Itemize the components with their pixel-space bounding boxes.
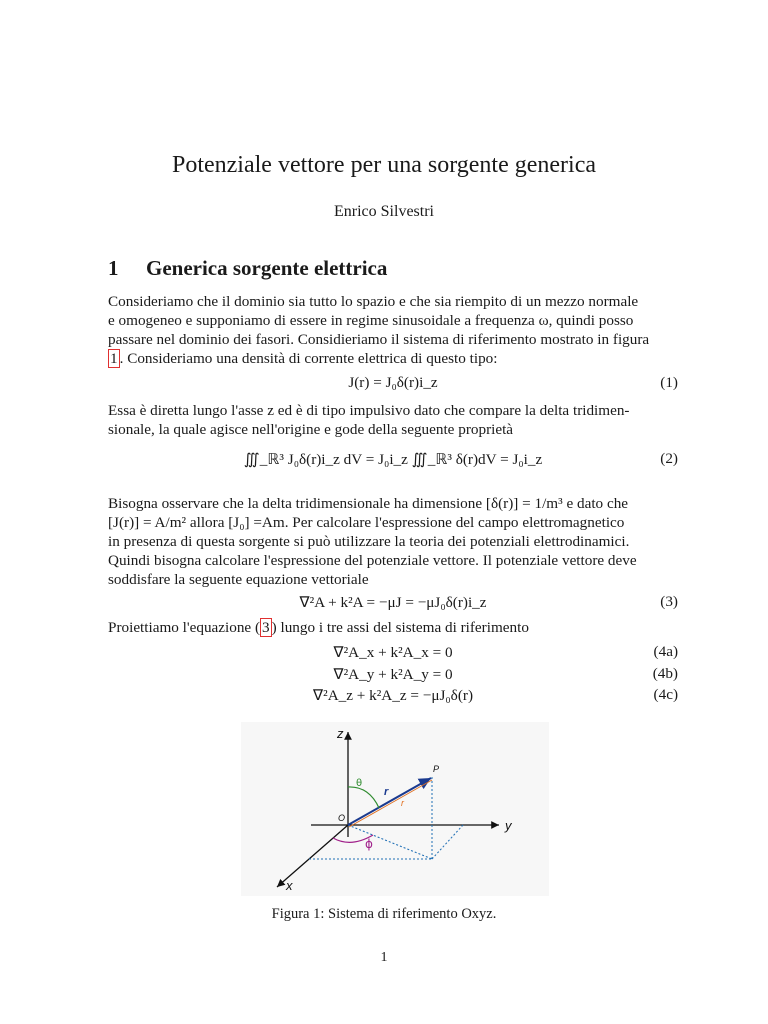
paragraph-1 — [108, 292, 678, 368]
paragraph-4 — [108, 618, 678, 637]
paragraph-2 — [108, 401, 678, 439]
figure-ref-link[interactable]: 1 — [110, 350, 118, 367]
paragraph-line: e omogeneo e supponiamo di essere in regime sinusoidale a frequenza ω, quindi posso — [108, 312, 634, 329]
paragraph-line: Quindi bisogna calcolare l'espressione del potenziale vettore. Il potenziale vettore deve — [108, 552, 637, 569]
equation-body: ∭_ℝ³ J₀δ(r)i_z dV = J₀i_z ∭_ℝ³ δ(r)dV = J₀i_z — [243, 451, 543, 468]
label-phi: ϕ — [365, 837, 373, 851]
paragraph-line: passare nel dominio dei fasori. Considieriamo il sistema di riferimento mostrato in figura — [108, 331, 650, 348]
equation-number: (3) — [660, 593, 678, 610]
paragraph-line: Consideriamo che il dominio sia tutto lo spazio e che sia riempito di un mezzo normale — [108, 293, 639, 310]
page-number: 1 — [380, 950, 388, 965]
figure-caption: Figura 1: Sistema di riferimento Oxyz. — [271, 906, 497, 922]
equation-4b — [108, 665, 678, 685]
label-x: x — [286, 878, 293, 893]
label-z: z — [337, 726, 344, 741]
equation-1 — [108, 374, 678, 394]
paragraph-line: Proiettiamo l'equazione ( 3 ) lungo i tre assi del sistema di riferimento — [108, 619, 529, 636]
section-heading — [108, 256, 387, 281]
label-origin: O — [338, 813, 346, 823]
equation-body: ∇²A_x + k²A_x = 0 — [333, 644, 453, 661]
section-title: Generica sorgente elettrica — [146, 256, 388, 280]
label-r: r — [401, 798, 404, 808]
label-point-p: P — [433, 764, 440, 774]
reference-system-figure — [241, 722, 549, 896]
equation-number: (4b) — [652, 665, 678, 682]
paragraph-line: soddisfare la seguente equazione vettoriale — [108, 571, 369, 588]
paragraph-line: [J(r)] = A/m² allora [J₀] =Am. Per calcolare l'espressione del campo elettromagnetico — [108, 514, 625, 531]
paper-title: Potenziale vettore per una sorgente generica — [171, 152, 597, 178]
paragraph-line: in presenza di questa sorgente si può utilizzare la teoria dei potenziali elettrodinamici. — [108, 533, 630, 550]
label-r-vector: r — [384, 786, 389, 798]
theta-arc — [348, 787, 379, 808]
equation-body: ∇²A_y + k²A_y = 0 — [333, 666, 453, 683]
author-name: Enrico Silvestri — [334, 203, 434, 220]
paragraph-line: Essa è diretta lungo l'asse z ed è di tipo impulsivo dato che compare la delta tridimen- — [108, 402, 630, 419]
equation-2 — [108, 450, 678, 470]
equation-4a — [108, 643, 678, 663]
paragraph-line: 1 . Consideriamo una densità di corrente elettrica di questo tipo: — [110, 350, 498, 367]
equation-body: ∇²A + k²A = −μJ = −μJ₀δ(r)i_z — [299, 594, 487, 611]
section-number: 1 — [108, 256, 119, 280]
label-y: y — [505, 818, 512, 833]
equation-4c — [108, 686, 678, 706]
equation-body: J(r) = J₀δ(r)i_z — [348, 374, 438, 391]
label-theta: θ — [356, 778, 363, 789]
paragraph-line: Bisogna osservare che la delta tridimensionale ha dimensione [δ(r)] = 1/m³ e dato che — [108, 495, 629, 512]
equation-number: (1) — [660, 374, 678, 391]
equation-number: (2) — [660, 450, 678, 467]
paragraph-line: sionale, la quale agisce nell'origine e gode della seguente proprietà — [108, 421, 514, 438]
equation-number: (4c) — [653, 686, 678, 703]
equation-body: ∇²A_z + k²A_z = −μJ₀δ(r) — [312, 687, 474, 704]
coordinate-diagram — [241, 722, 549, 896]
equation-number: (4a) — [653, 643, 678, 660]
equation-3 — [108, 593, 678, 613]
equation-ref-link[interactable]: 3 — [262, 619, 270, 636]
paragraph-3 — [108, 494, 678, 589]
